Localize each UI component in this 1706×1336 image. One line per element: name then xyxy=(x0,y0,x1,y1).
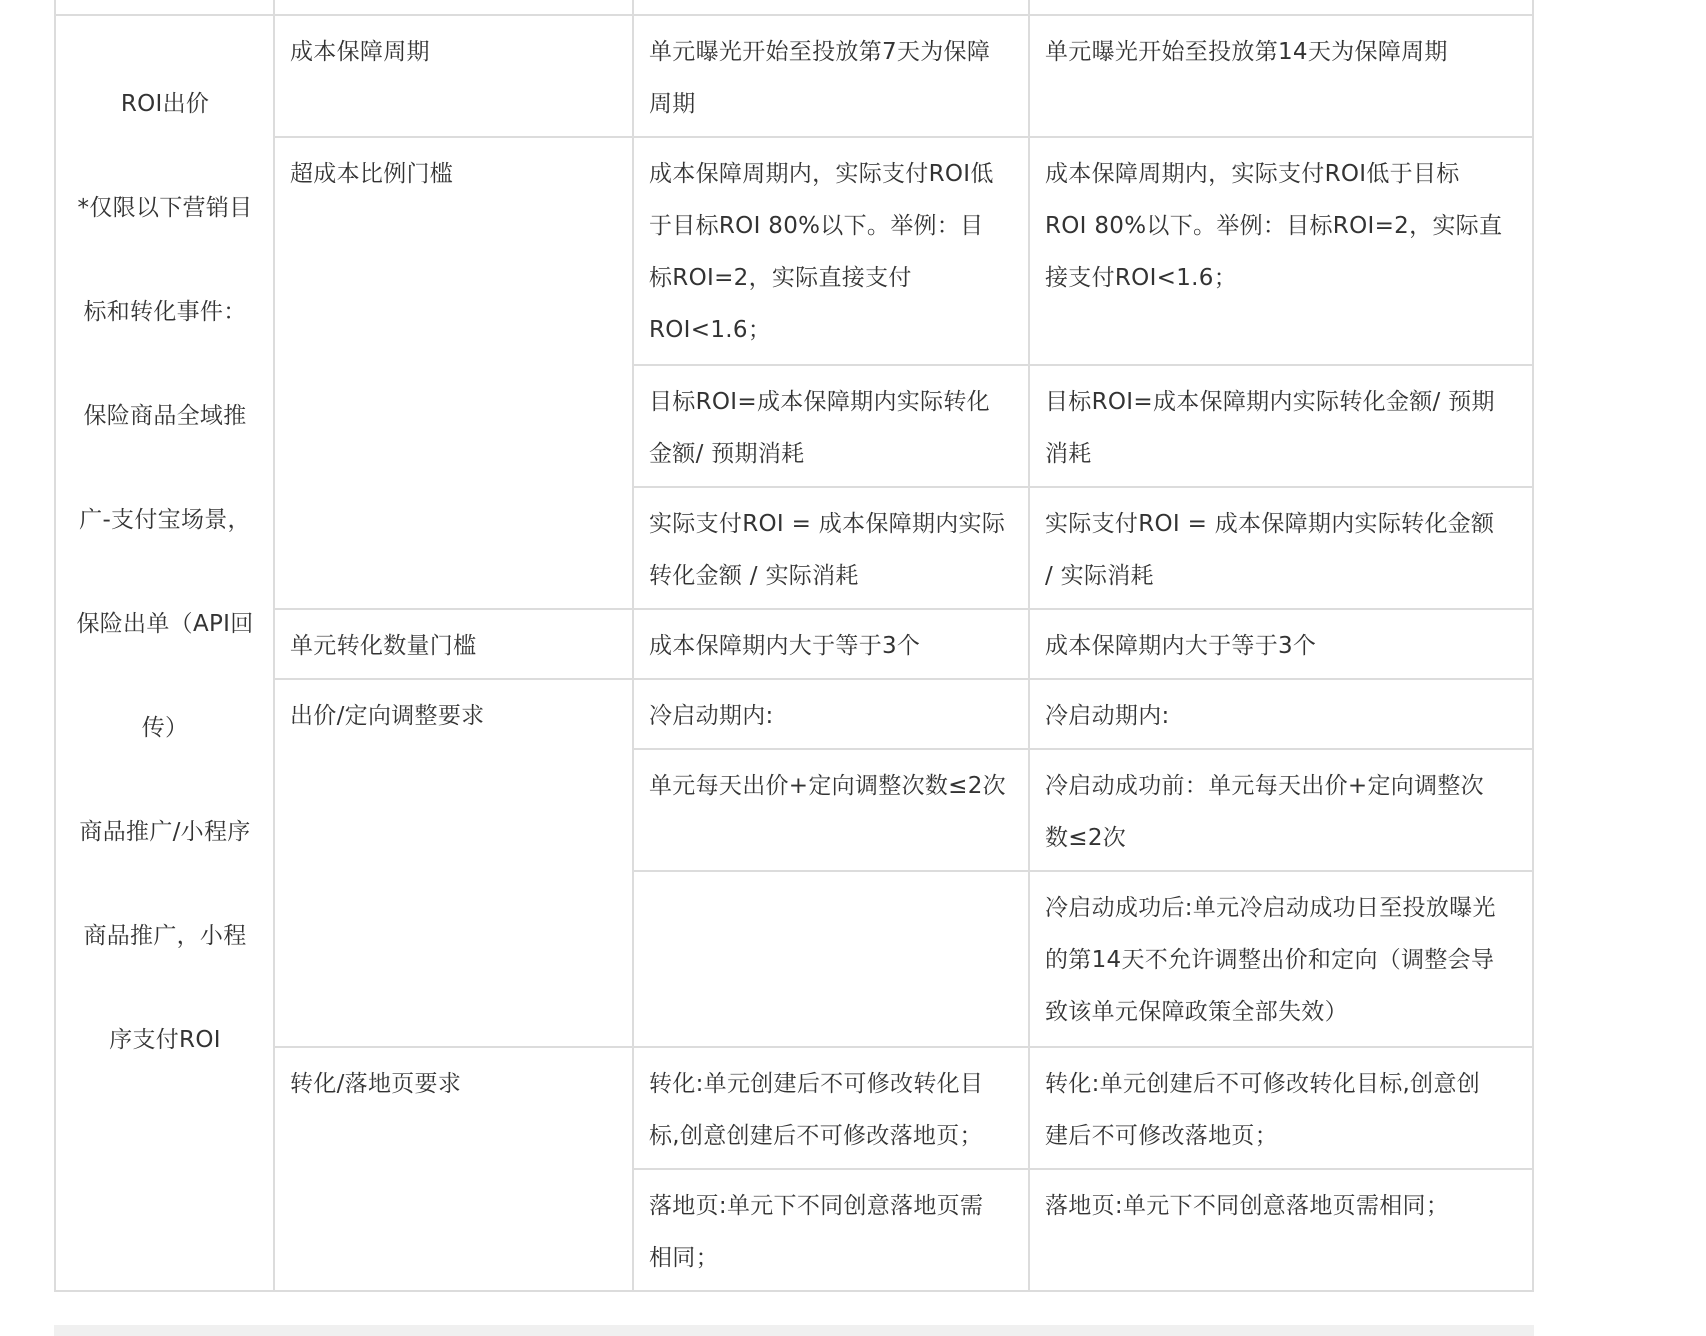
cell-conversion-threshold-b: 成本保障期内大于等于3个 xyxy=(1045,633,1317,659)
row-label-landing-requirement: 转化/落地页要求 xyxy=(290,1071,462,1097)
row-divider xyxy=(273,678,1532,680)
roi-bid-line: 序支付ROI xyxy=(109,1027,221,1053)
roi-bid-line: 保险商品全域推 xyxy=(83,403,247,429)
row-label-guarantee-period: 成本保障周期 xyxy=(290,39,430,65)
cell-overcost-threshold-a: 成本保障周期内，实际支付ROI低 于目标ROI 80%以下。举例：目 标ROI=2，实际直接支付 ROI<1.6； xyxy=(649,161,994,343)
roi-bid-line: 标和转化事件： xyxy=(83,299,247,325)
row-label-conversion-threshold: 单元转化数量门槛 xyxy=(290,633,477,659)
cell-daily-adjust-a: 单元每天出价+定向调整次数≤2次 xyxy=(649,773,1006,799)
row-divider-top xyxy=(56,14,1532,16)
cell-actual-roi-a: 实际支付ROI = 成本保障期内实际 转化金额 / 实际消耗 xyxy=(649,511,1006,589)
cell-target-roi-b: 目标ROI=成本保障期内实际转化金额/ 预期 消耗 xyxy=(1045,389,1495,467)
roi-bid-line: 商品推广/小程序 xyxy=(79,819,251,845)
cell-landing-rule-a: 落地页:单元下不同创意落地页需 相同； xyxy=(649,1193,984,1271)
roi-bid-line: ROI出价 xyxy=(120,91,210,117)
roi-bid-line: *仅限以下营销目 xyxy=(77,195,253,221)
row-divider xyxy=(632,870,1532,872)
roi-bid-cell xyxy=(60,26,270,1118)
cell-actual-roi-b: 实际支付ROI = 成本保障期内实际转化金额 / 实际消耗 xyxy=(1045,511,1495,589)
cell-cold-start-b: 冷启动期内: xyxy=(1045,703,1170,729)
row-divider xyxy=(273,1046,1532,1048)
cell-target-roi-a: 目标ROI=成本保障期内实际转化 金额/ 预期消耗 xyxy=(649,389,990,467)
cell-landing-rule-b: 落地页:单元下不同创意落地页需相同； xyxy=(1045,1193,1450,1219)
cell-conversion-rule-b: 转化:单元创建后不可修改转化目标,创意创 建后不可修改落地页； xyxy=(1045,1071,1481,1149)
cell-overcost-threshold-b: 成本保障周期内，实际支付ROI低于目标 ROI 80%以下。举例：目标ROI=2，实际直 接支付ROI<1.6； xyxy=(1045,161,1503,291)
row-divider xyxy=(273,136,1532,138)
cell-after-success-b: 冷启动成功后:单元冷启动成功日至投放曝光 的第14天不允许调整出价和定向（调整会导 致该单元保障政策全部失效） xyxy=(1045,895,1496,1025)
cell-before-success-b: 冷启动成功前：单元每天出价+定向调整次 数≤2次 xyxy=(1045,773,1484,851)
row-divider xyxy=(632,364,1532,366)
bottom-divider xyxy=(54,1325,1534,1336)
cell-conversion-threshold-a: 成本保障期内大于等于3个 xyxy=(649,633,921,659)
row-label-bid-adjust: 出价/定向调整要求 xyxy=(290,703,485,729)
roi-bid-line: 商品推广，小程 xyxy=(83,923,247,949)
roi-bid-line: 广-支付宝场景， xyxy=(79,507,251,533)
row-divider xyxy=(632,486,1532,488)
cell-cold-start-a: 冷启动期内: xyxy=(649,703,774,729)
cell-guarantee-period-14d: 单元曝光开始至投放第14天为保障周期 xyxy=(1045,39,1448,65)
col-divider-2 xyxy=(632,0,634,1290)
row-label-overcost-threshold: 超成本比例门槛 xyxy=(290,161,454,187)
cell-guarantee-period-7d: 单元曝光开始至投放第7天为保障 周期 xyxy=(649,39,991,117)
row-divider xyxy=(632,748,1532,750)
cell-conversion-rule-a: 转化:单元创建后不可修改转化目 标,创意创建后不可修改落地页； xyxy=(649,1071,984,1149)
row-divider xyxy=(632,1168,1532,1170)
roi-bid-line: 保险出单（API回 xyxy=(76,611,254,637)
col-divider-1 xyxy=(273,0,275,1290)
row-divider xyxy=(273,608,1532,610)
roi-bid-line: 传） xyxy=(141,715,189,741)
